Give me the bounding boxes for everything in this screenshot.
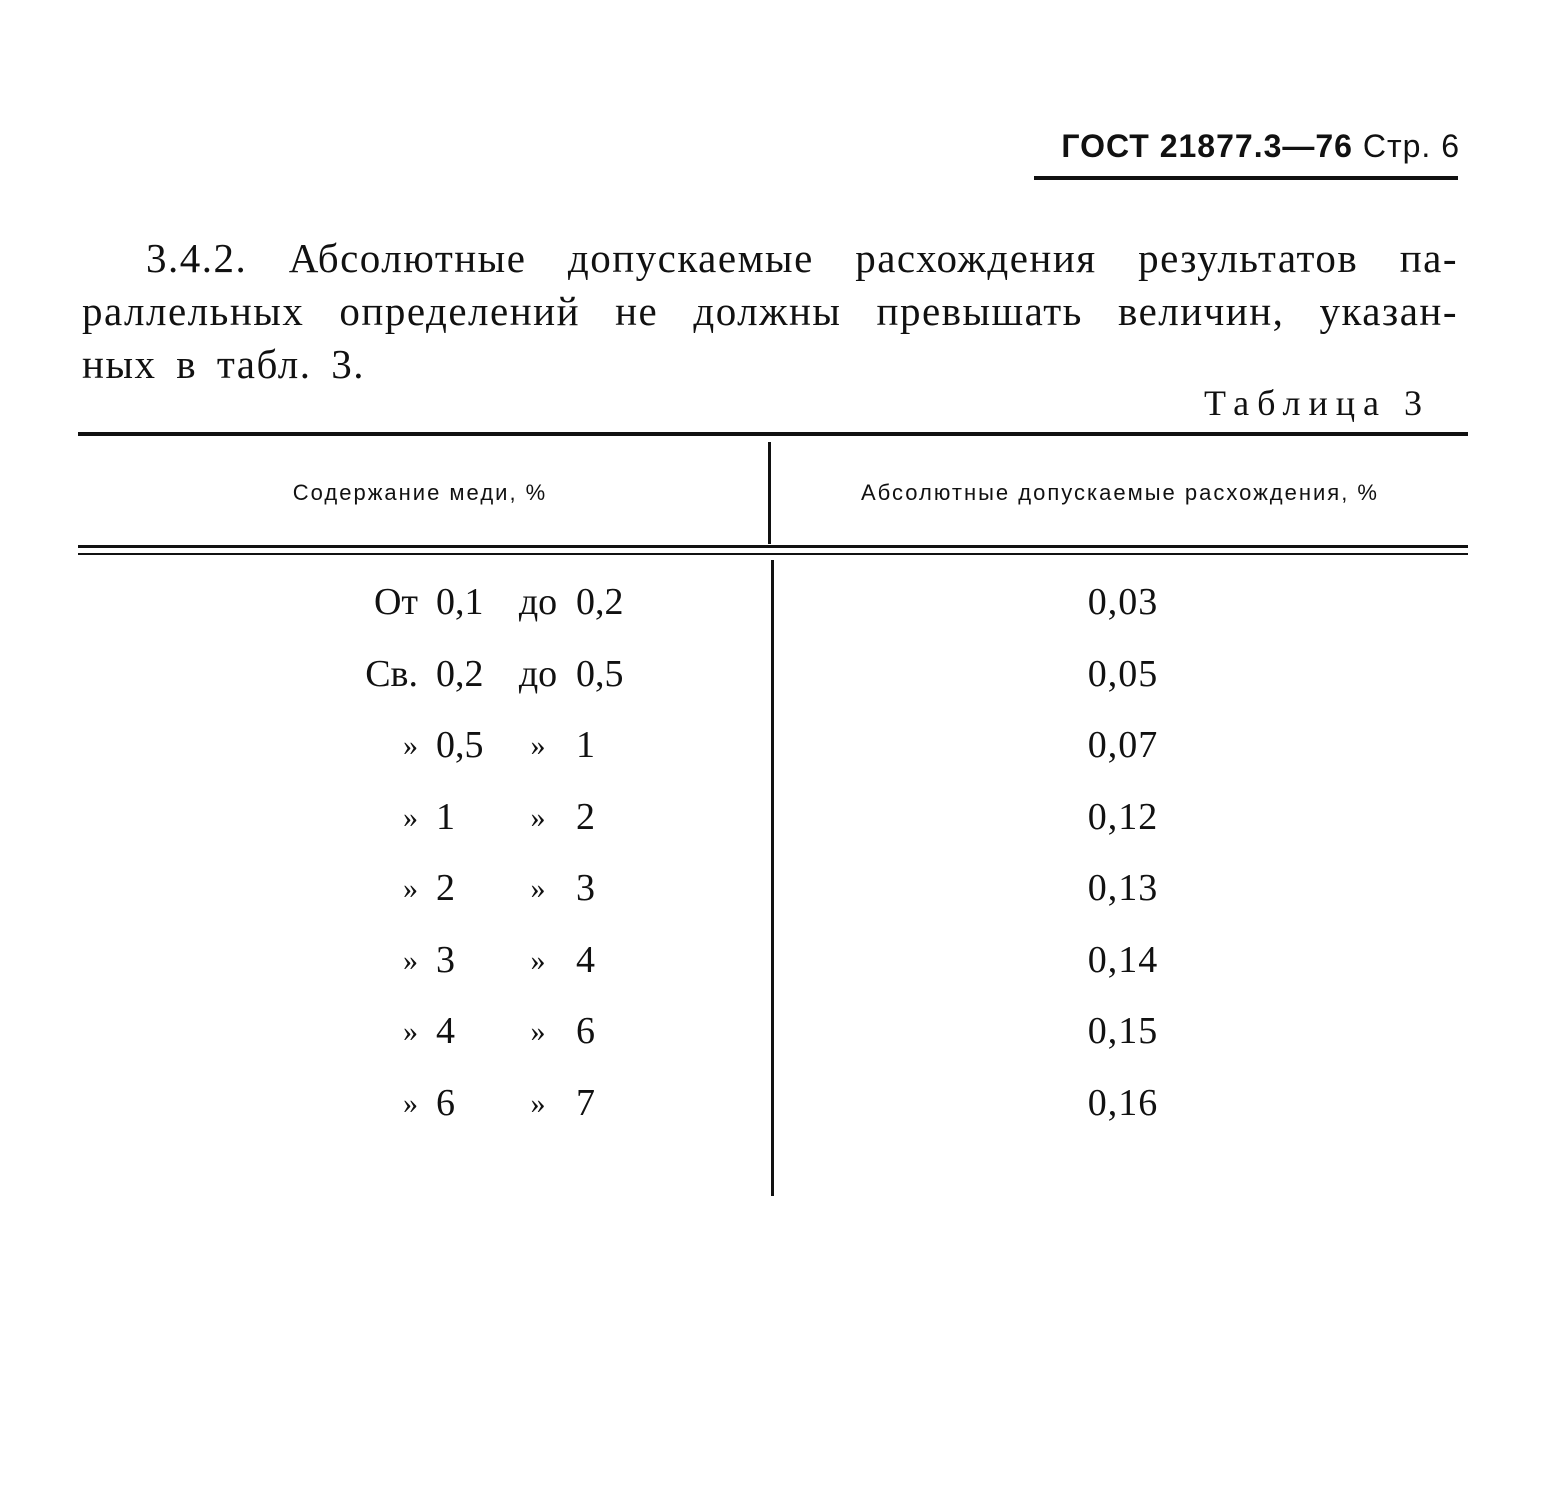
column-header-tolerance: Абсолютные допускаемые расхождения, %: [860, 480, 1379, 505]
copper-range-cell: [308, 1009, 668, 1069]
copper-range-cell: [308, 652, 668, 712]
range-to: 7: [576, 1081, 595, 1124]
tolerance-value-cell: 0,05: [1087, 652, 1159, 695]
standard-number: ГОСТ 21877.3—76: [1061, 128, 1353, 164]
range-connector: »: [530, 800, 546, 834]
copper-range-cell: [308, 580, 668, 640]
range-to: 0,2: [576, 581, 624, 623]
range-prefix: Св.: [365, 652, 418, 695]
table-row: [78, 723, 1468, 783]
range-from: 4: [436, 1010, 455, 1052]
range-from: 0,1: [436, 581, 484, 623]
paragraph-line: ных в табл. 3.: [82, 341, 366, 387]
tolerance-value-cell: 0,16: [1087, 1081, 1159, 1124]
table-row: [78, 866, 1468, 926]
tolerance-value-cell: 0,03: [1087, 581, 1159, 623]
table-row: [78, 652, 1468, 712]
range-from: 3: [436, 938, 455, 981]
range-prefix: »: [403, 1086, 418, 1120]
column-divider-header: [768, 442, 771, 544]
tolerance-value-cell: 0,12: [1087, 795, 1159, 838]
range-prefix: »: [403, 729, 418, 762]
tolerance-value-cell: 0,15: [1087, 1010, 1159, 1052]
range-connector: »: [530, 729, 546, 762]
range-from: 2: [436, 867, 455, 909]
range-to: 2: [576, 795, 595, 838]
paragraph-line: 3.4.2. Абсолютные допускаемые расхождения результатов па-: [146, 235, 1458, 281]
range-to: 1: [576, 724, 595, 766]
copper-range-cell: [308, 723, 668, 783]
header-rule-upper: [78, 545, 1468, 548]
range-prefix: »: [403, 800, 418, 834]
range-prefix: »: [403, 1015, 418, 1048]
copper-range-cell: [308, 795, 668, 855]
range-to: 6: [576, 1010, 595, 1052]
table-row: [78, 1009, 1468, 1069]
range-prefix: »: [403, 872, 418, 905]
range-to: 3: [576, 867, 595, 909]
header-rule-lower: [78, 553, 1468, 555]
range-connector: »: [530, 872, 546, 905]
range-to: 0,5: [576, 652, 624, 695]
range-prefix: От: [373, 581, 418, 623]
copper-range-cell: [308, 938, 668, 998]
table-caption: Таблица 3: [1204, 383, 1430, 423]
table-row: [78, 1081, 1468, 1141]
range-from: 1: [436, 795, 455, 838]
range-prefix: »: [403, 943, 418, 977]
table-row: [78, 938, 1468, 998]
range-to: 4: [576, 938, 595, 981]
table-row: [78, 795, 1468, 855]
range-connector: »: [530, 943, 546, 977]
copper-range-cell: [308, 1081, 668, 1141]
range-connector: »: [530, 1015, 546, 1048]
page-number: Стр. 6: [1362, 128, 1460, 164]
page-header: [1030, 128, 1460, 165]
range-from: 0,2: [436, 652, 484, 695]
tolerance-value-cell: 0,14: [1087, 938, 1159, 981]
range-from: 6: [436, 1081, 455, 1124]
tolerance-value-cell: 0,07: [1087, 724, 1159, 766]
tolerance-value-cell: 0,13: [1087, 867, 1159, 909]
copper-range-cell: [308, 866, 668, 926]
paragraph-3-4-2: [82, 232, 1458, 391]
table-row: [78, 580, 1468, 640]
range-connector: »: [530, 1086, 546, 1120]
range-connector: до: [518, 581, 558, 623]
header-rule: [1034, 176, 1458, 180]
range-connector: до: [518, 652, 558, 695]
column-header-copper-content: Содержание меди, %: [292, 480, 548, 505]
range-from: 0,5: [436, 724, 484, 766]
table-top-rule: [78, 432, 1468, 436]
paragraph-line: раллельных определений не должны превышать величин, указан-: [82, 288, 1458, 334]
